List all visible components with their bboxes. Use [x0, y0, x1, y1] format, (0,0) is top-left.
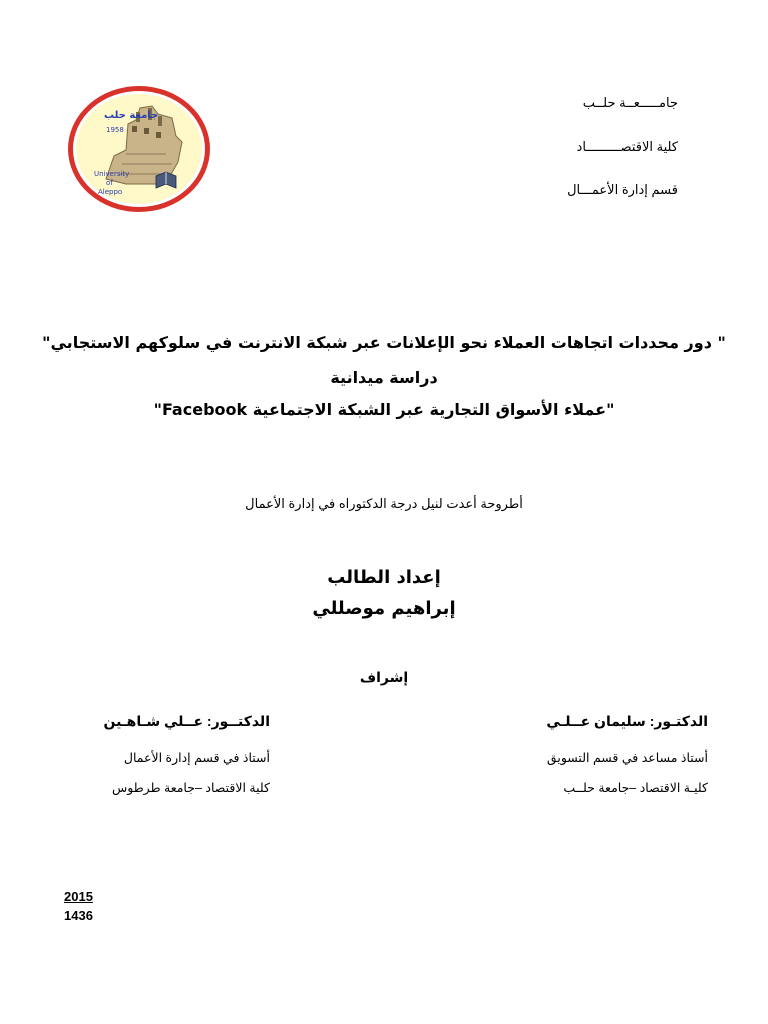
- logo-english-line-2: of: [106, 179, 113, 187]
- supervisor-2-name: الدكتــور: عــلي شـاهـين: [103, 713, 270, 729]
- university-logo: [66, 84, 212, 214]
- supervisor-2-position: أستاذ في قسم إدارة الأعمال: [123, 751, 270, 765]
- supervisor-2-affiliation: كلية الاقتصاد –جامعة طرطوس: [112, 781, 270, 795]
- thesis-sample: "عملاء الأسواق التجارية عبر الشبكة الاجتماعية Facebook": [153, 400, 615, 419]
- degree-statement: أطروحة أعدت لنيل درجة الدكتوراه في إدارة الأعمال: [245, 496, 523, 511]
- supervisor-1-name: الدكتـور: سليمان عــلـي: [546, 713, 708, 729]
- student-name: إبراهيم موصللي: [312, 598, 456, 619]
- hijri-year: 1436: [64, 908, 93, 923]
- logo-arabic-text: جامعة حلب: [104, 110, 159, 121]
- gregorian-year: 2015: [64, 889, 93, 904]
- thesis-subtitle: دراسة ميدانية: [330, 368, 438, 387]
- university-name: جامـــــعــة حلــب: [582, 95, 678, 110]
- logo-english-line-1: University: [94, 170, 130, 178]
- thesis-title: " دور محددات اتجاهات العملاء نحو الإعلانات عبر شبكة الانترنت في سلوكهم الاستجابي": [42, 333, 726, 352]
- prepared-by-label: إعداد الطالب: [327, 567, 441, 588]
- faculty-name: كلية الاقتصـــــــــاد: [576, 139, 678, 154]
- logo-english-line-3: Aleppo: [98, 188, 123, 196]
- supervisor-1-affiliation: كليـة الاقتصاد –جامعة حلــب: [563, 781, 708, 795]
- department-name: قسم إدارة الأعمـــال: [567, 182, 678, 197]
- supervision-heading: إشراف: [359, 669, 409, 685]
- supervisor-1-position: أستاذ مساعد في قسم التسويق: [546, 751, 708, 765]
- logo-year: 1958: [106, 126, 124, 134]
